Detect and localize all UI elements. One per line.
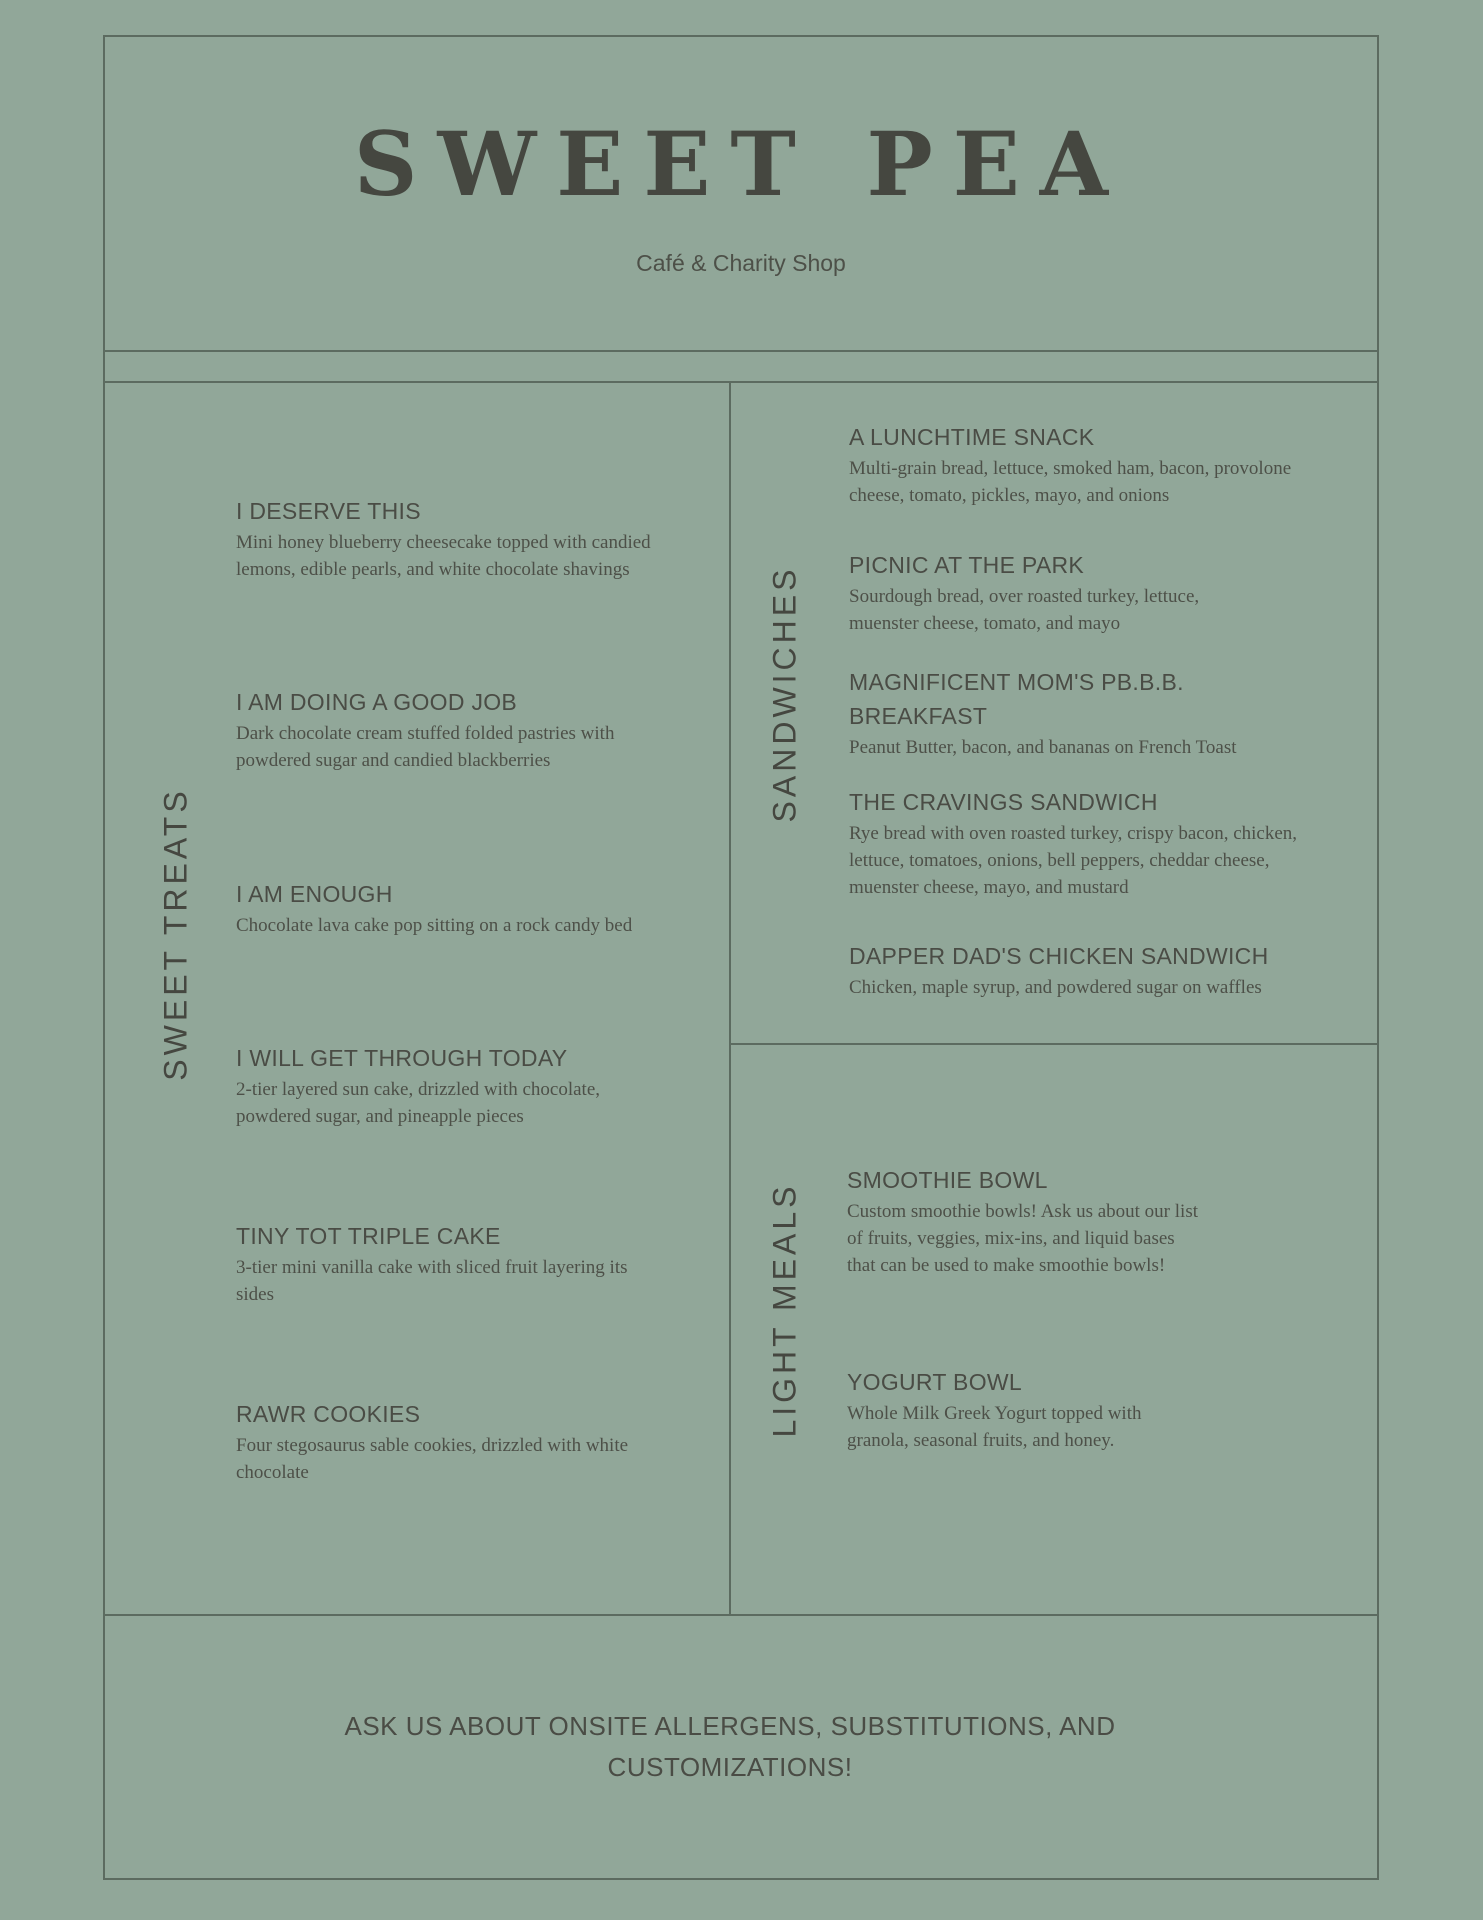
menu-item-i-am-doing-a-good-job [236, 685, 666, 774]
menu-item-name: RAWR COOKIES [236, 1401, 421, 1427]
menu-item-description: 3-tier mini vanilla cake with sliced fruit layering its sides [236, 1257, 628, 1305]
menu-item-description: Custom smoothie bowls! Ask us about our list of fruits, veggies, mix-ins, and liquid bases that can be used to make smoothie bowls! [847, 1201, 1198, 1276]
menu-item-description: Sourdough bread, over roasted turkey, lettuce, muenster cheese, tomato, and mayo [849, 586, 1200, 634]
menu-item-dapper-dads-chicken-sandwich [849, 939, 1329, 1001]
footer-divider [103, 1614, 1379, 1616]
menu-item-description: Peanut Butter, bacon, and bananas on French Toast [849, 737, 1237, 758]
section-label-sweet-treats: SWEET TREATS [157, 787, 194, 1081]
header-divider-top [103, 350, 1379, 352]
menu-item-name: PICNIC AT THE PARK [849, 552, 1085, 578]
menu-item-description: Rye bread with oven roasted turkey, crispy bacon, chicken, lettuce, tomatoes, onions, bell peppers, cheddar cheese, muenster cheese, mayo, and mustard [849, 823, 1298, 898]
section-label-light-meals: LIGHT MEALS [766, 1182, 803, 1438]
menu-item-yogurt-bowl [847, 1365, 1207, 1454]
menu-item-i-am-enough [236, 877, 676, 939]
menu-item-description: Chocolate lava cake pop sitting on a rock candy bed [236, 915, 633, 936]
menu-item-tiny-tot-triple-cake [236, 1219, 666, 1308]
menu-item-name: I DESERVE THIS [236, 498, 421, 524]
menu-item-smoothie-bowl [847, 1163, 1207, 1279]
menu-item-description: Dark chocolate cream stuffed folded pastries with powdered sugar and candied blackberries [236, 723, 615, 771]
sandwiches-divider [730, 1043, 1379, 1045]
menu-item-name: A LUNCHTIME SNACK [849, 424, 1095, 450]
menu-item-description: Multi-grain bread, lettuce, smoked ham, bacon, provolone cheese, tomato, pickles, mayo, and onions [849, 458, 1292, 506]
page-subtitle: Café & Charity Shop [636, 250, 846, 276]
menu-item-rawr-cookies [236, 1397, 676, 1486]
header-divider-bottom [103, 381, 1379, 383]
menu-item-name: I AM DOING A GOOD JOB [236, 689, 518, 715]
menu-item-magnificent-moms-pbbb-breakfast [849, 665, 1309, 761]
page-title: SWEET PEA [353, 112, 1129, 216]
menu-item-name: TINY TOT TRIPLE CAKE [236, 1223, 501, 1249]
menu-item-name: I WILL GET THROUGH TODAY [236, 1045, 568, 1071]
menu-item-description: Whole Milk Greek Yogurt topped with granola, seasonal fruits, and honey. [847, 1403, 1142, 1451]
menu-item-i-will-get-through-today [236, 1041, 646, 1130]
menu-item-description: 2-tier layered sun cake, drizzled with chocolate, powdered sugar, and pineapple pieces [236, 1079, 600, 1127]
menu-item-description: Four stegosaurus sable cookies, drizzled with white chocolate [236, 1435, 629, 1483]
menu-item-description: Chicken, maple syrup, and powdered sugar on waffles [849, 977, 1262, 998]
menu-item-the-cravings-sandwich [849, 785, 1319, 901]
menu-item-picnic-at-the-park [849, 548, 1259, 637]
section-label-sandwiches: SANDWICHES [766, 565, 803, 823]
menu-item-name: DAPPER DAD'S CHICKEN SANDWICH [849, 943, 1269, 969]
menu-item-name: YOGURT BOWL [847, 1369, 1022, 1395]
allergen-note: ASK US ABOUT ONSITE ALLERGENS, SUBSTITUTIONS, AND CUSTOMIZATIONS! [344, 1711, 1116, 1782]
menu-item-description: Mini honey blueberry cheesecake topped with candied lemons, edible pearls, and white chocolate shavings [236, 532, 651, 580]
menu-item-name: I AM ENOUGH [236, 881, 393, 907]
menu-item-i-deserve-this [236, 494, 666, 583]
column-divider [729, 381, 731, 1616]
menu-item-name: SMOOTHIE BOWL [847, 1167, 1048, 1193]
menu-item-name: MAGNIFICENT MOM'S PB.B.B. BREAKFAST [849, 669, 1184, 729]
menu-item-a-lunchtime-snack [849, 420, 1299, 509]
menu-item-name: THE CRAVINGS SANDWICH [849, 789, 1158, 815]
